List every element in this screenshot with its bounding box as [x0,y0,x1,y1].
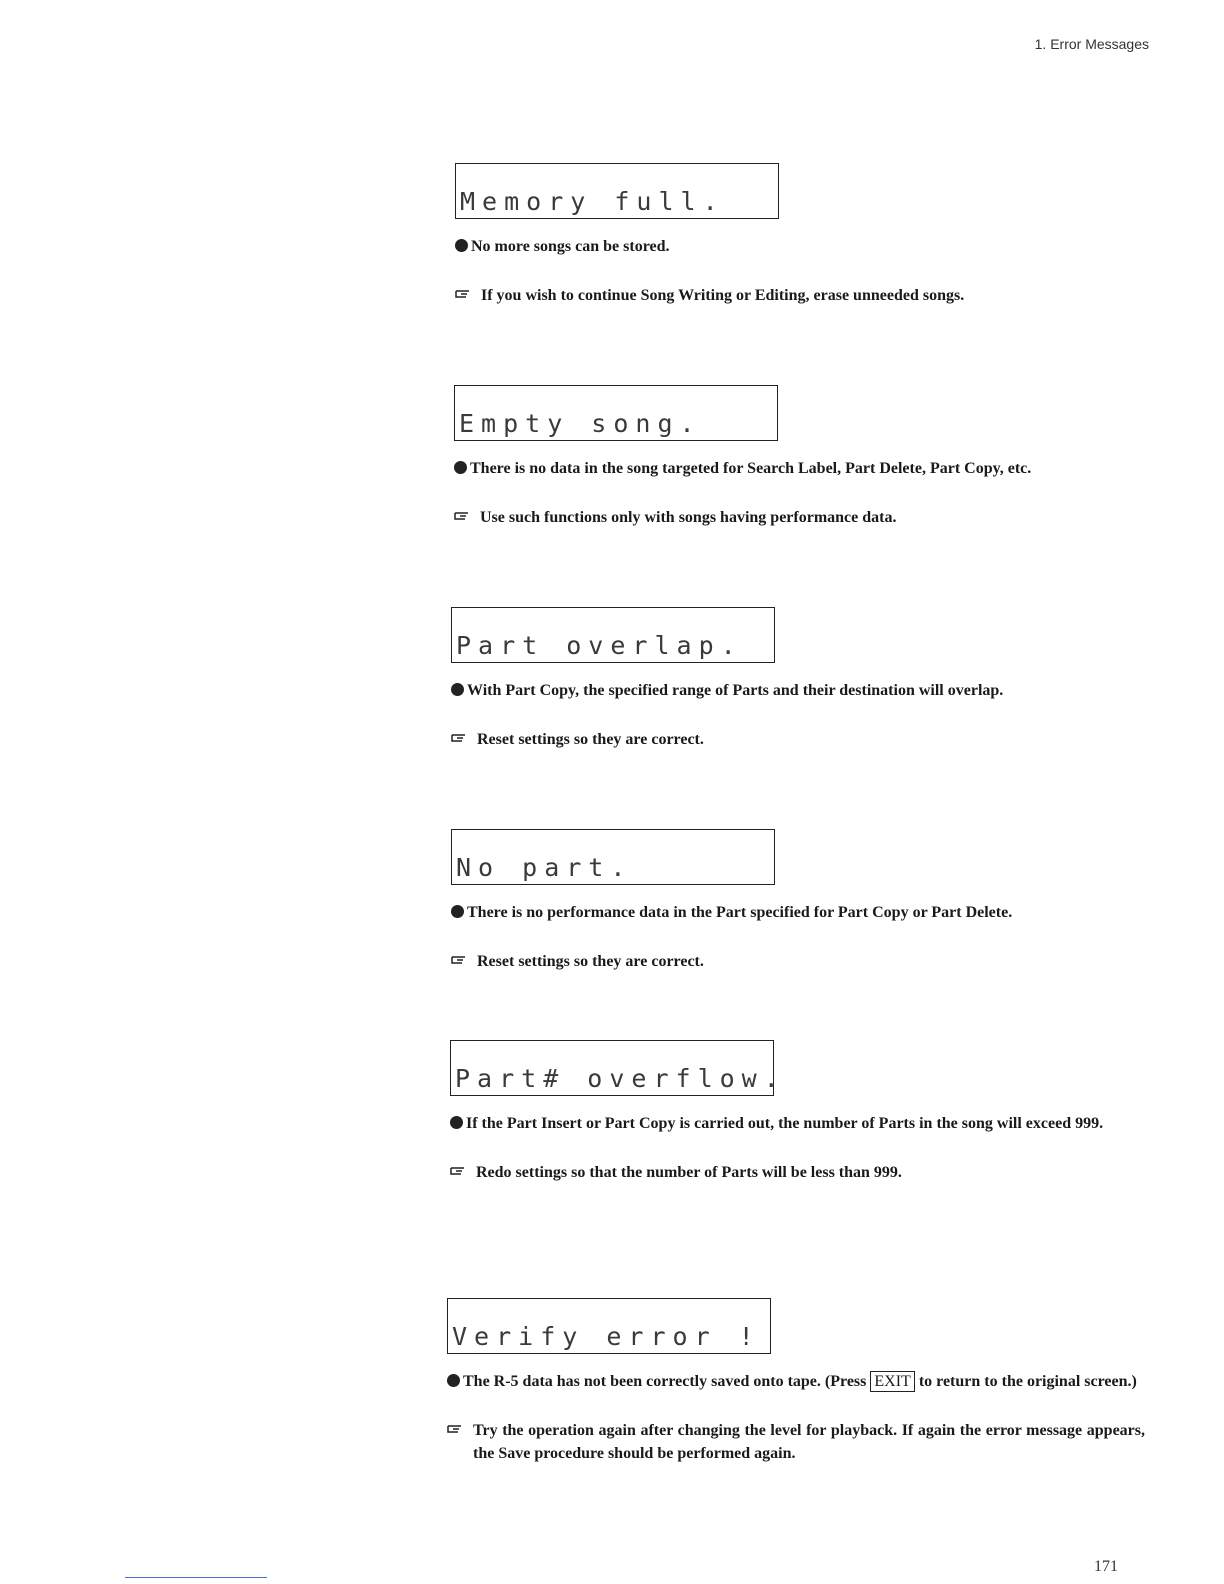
cause-line [451,901,1111,924]
remedy-text: Redo settings so that the number of Parts will be less than 999. [476,1164,902,1181]
remedy-line [451,728,1111,751]
lcd-display [451,829,775,885]
pointing-hand-icon [451,952,471,966]
cause-text: There is no performance data in the Part specified for Part Copy or Part Delete. [467,904,1013,921]
cause-line [455,235,1155,258]
remedy-text: Try the operation again after changing the level for playback. If again the error message appears, the Save procedure should be performed again. [473,1422,1145,1462]
cause-text: No more songs can be stored. [471,238,670,255]
cause-text-before: The R-5 data has not been correctly saved onto tape. (Press [463,1373,867,1390]
remedy-text: Reset settings so they are correct. [477,731,704,748]
lcd-message: Part# overflow. [455,1064,786,1093]
error-entry-part-overlap [451,607,1111,751]
lcd-display [447,1298,771,1354]
lcd-message: Part overlap. [456,631,743,660]
pointing-hand-icon [455,286,475,300]
lcd-display [450,1040,786,1096]
lcd-message: Empty song. [459,409,702,438]
remedy-line [447,1419,1145,1465]
remedy-text: If you wish to continue Song Writing or Editing, erase unneeded songs. [481,287,965,304]
bullet-icon [447,1374,460,1387]
bullet-icon [455,239,468,252]
remedy-text: Use such functions only with songs having performance data. [480,509,897,526]
lcd-message: Memory full. [460,187,725,216]
cause-line [450,1112,1148,1135]
cause-line [454,457,1114,480]
cause-text: There is no data in the song targeted for Search Label, Part Delete, Part Copy, etc. [470,460,1032,477]
remedy-text: Reset settings so they are correct. [477,953,704,970]
exit-key-label: EXIT [870,1371,914,1392]
cause-line [451,679,1111,702]
lcd-message: Verify error ! [452,1322,761,1351]
cause-text-after: to return to the original screen.) [918,1373,1137,1390]
remedy-line [455,284,1155,307]
bullet-icon [451,683,464,696]
remedy-line [450,1161,1148,1184]
cause-text [463,1370,1145,1393]
pointing-hand-icon [447,1421,467,1435]
remedy-line [451,950,1111,973]
bullet-icon [450,1116,463,1129]
footer-rule [125,1577,267,1578]
cause-line [447,1370,1145,1393]
lcd-display [455,163,779,219]
section-header: 1. Error Messages [1034,36,1149,52]
error-entry-part-overflow [450,1040,1148,1184]
error-entry-verify-error [447,1298,1145,1465]
lcd-message: No part. [456,853,633,882]
remedy-line [454,506,1114,529]
cause-text: If the Part Insert or Part Copy is carried out, the number of Parts in the song will exceed 999. [466,1115,1104,1132]
error-entry-no-part [451,829,1111,973]
pointing-hand-icon [454,508,474,522]
error-entry-memory-full [455,163,1155,307]
error-entry-empty-song [454,385,1114,529]
pointing-hand-icon [451,730,471,744]
bullet-icon [451,905,464,918]
lcd-display [451,607,775,663]
cause-text: With Part Copy, the specified range of Parts and their destination will overlap. [467,682,1004,699]
lcd-display [454,385,778,441]
bullet-icon [454,461,467,474]
page-number: 171 [1094,1558,1118,1575]
pointing-hand-icon [450,1163,470,1177]
